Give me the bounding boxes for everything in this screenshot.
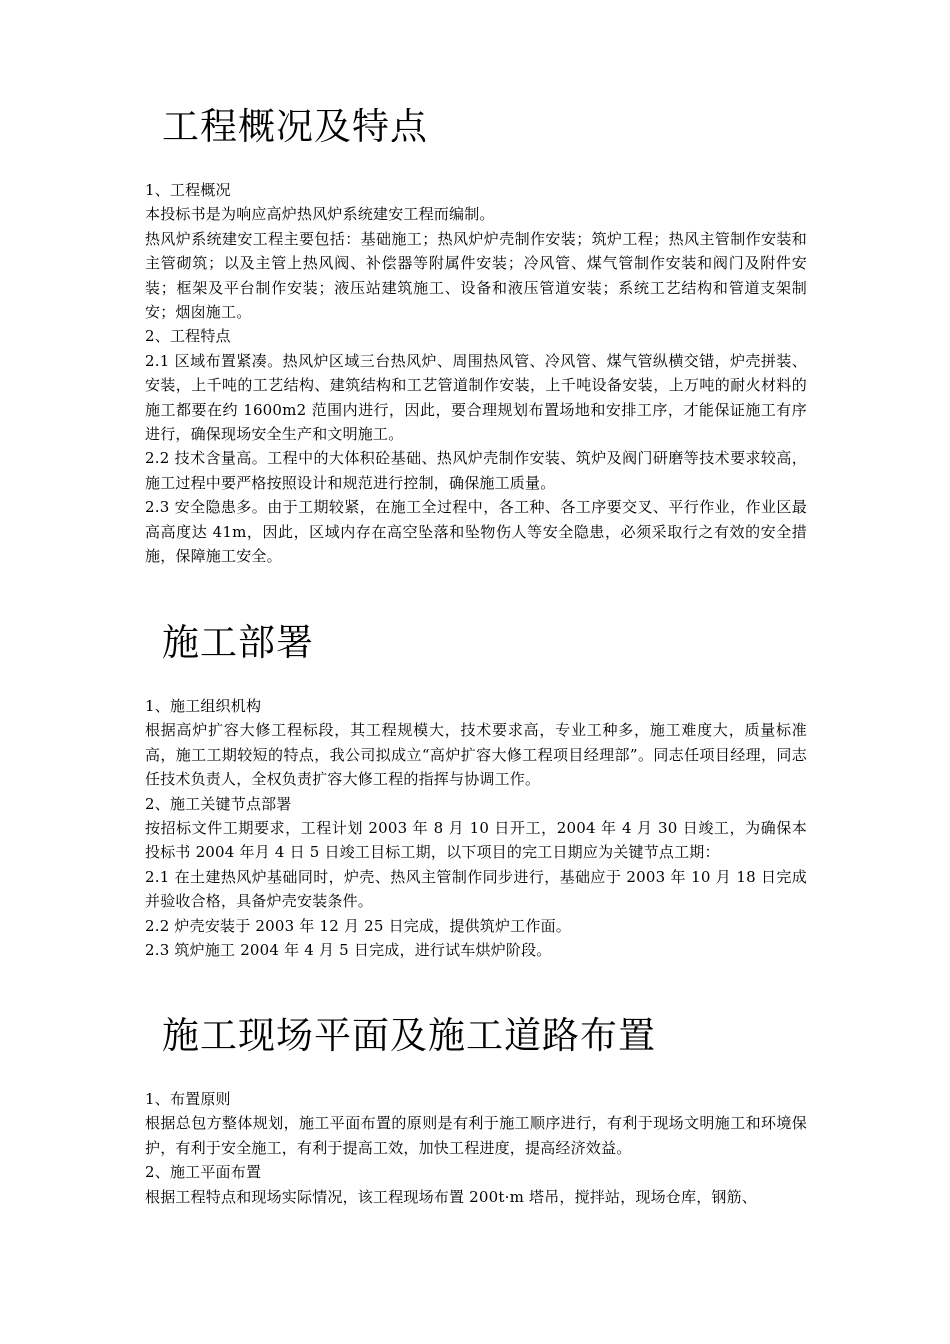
paragraph: 根据工程特点和现场实际情况，该工程现场布置 200t·m 塔吊，搅拌站，现场仓库，钢筋、 xyxy=(145,1187,757,1206)
paragraph: 2.1 在土建热风炉基础同时，炉壳、热风主管制作同步进行，基础应于 2003 年 10 月 18 日完成并验收合格，具备炉壳安装条件。 xyxy=(145,867,807,911)
paragraph: 根据高炉扩容大修工程标段，其工程规模大，技术要求高，专业工种多，施工难度大，质量标准高，施工工期较短的特点，我公司拟成立“高炉扩容大修工程项目经理部”。同志任项目经理，同志任技术负责人，全权负责扩容大修工程的指挥与协调工作。 xyxy=(145,721,807,789)
section-body xyxy=(145,694,807,962)
section-body xyxy=(145,1087,807,1209)
section-site-layout xyxy=(145,1011,807,1209)
paragraph: 本投标书是为响应高炉热风炉系统建安工程而编制。 xyxy=(145,205,495,224)
paragraph: 根据总包方整体规划，施工平面布置的原则是有利于施工顺序进行，有利于现场文明施工和环境保护，有利于安全施工，有利于提高工效，加快工程进度，提高经济效益。 xyxy=(145,1114,807,1157)
subheading: 2、工程特点 xyxy=(145,327,231,346)
section-body xyxy=(145,178,807,569)
paragraph: 2.2 技术含量高。工程中的大体积砼基础、热风炉壳制作安装、筑炉及阀门研磨等技术要求较高，施工过程中要严格按照设计和规范进行控制，确保施工质量。 xyxy=(145,449,807,492)
paragraph: 2.3 筑炉施工 2004 年 4 月 5 日完成，进行试车烘炉阶段。 xyxy=(145,941,552,960)
section-project-overview xyxy=(145,102,807,569)
paragraph: 按招标文件工期要求，工程计划 2003 年 8 月 10 日开工，2004 年 4 月 30 日竣工，为确保本投标书 2004 年月 4 日 5 日竣工目标工期，以下项目的完工日期应为关键节点工期： xyxy=(145,819,807,862)
subheading: 2、施工平面布置 xyxy=(145,1163,262,1182)
section-construction-deployment xyxy=(145,618,807,962)
section-heading: 施工部署 xyxy=(162,621,314,664)
paragraph: 2.3 安全隐患多。由于工期较紧，在施工全过程中，各工种、各工序要交叉、平行作业，作业区最高高度达 41m，因此，区域内存在高空坠落和坠物伤人等安全隐患，必须采取行之有效的安全措施，保障施工安全。 xyxy=(145,498,807,566)
paragraph: 2.2 炉壳安装于 2003 年 12 月 25 日完成，提供筑炉工作面。 xyxy=(145,916,571,935)
subheading: 2、施工关键节点部署 xyxy=(145,794,292,813)
subheading: 1、施工组织机构 xyxy=(145,697,262,715)
subheading: 1、工程概况 xyxy=(145,181,231,199)
section-heading: 工程概况及特点 xyxy=(162,105,428,148)
subheading: 1、布置原则 xyxy=(145,1090,231,1108)
section-heading: 施工现场平面及施工道路布置 xyxy=(162,1014,656,1057)
paragraph: 2.1 区域布置紧凑。热风炉区域三台热风炉、周围热风管、冷风管、煤气管纵横交错，炉壳拼装、安装，上千吨的工艺结构、建筑结构和工艺管道制作安装，上千吨设备安装，上万吨的耐火材料的施工都要在约 1600m2 范围内进行，因此，要合理规划布置场地和安排工序，才能保证施工有序进行，确保现场安全生产和文明施工。 xyxy=(145,351,807,444)
paragraph: 热风炉系统建安工程主要包括：基础施工；热风炉炉壳制作安装；筑炉工程；热风主管制作安装和主管砌筑；以及主管上热风阀、补偿器等附属件安装；冷风管、煤气管制作安装和阀门及附件安装；框架及平台制作安装；液压站建筑施工、设备和液压管道安装；系统工艺结构和管道支架制安；烟囱施工。 xyxy=(145,229,807,322)
